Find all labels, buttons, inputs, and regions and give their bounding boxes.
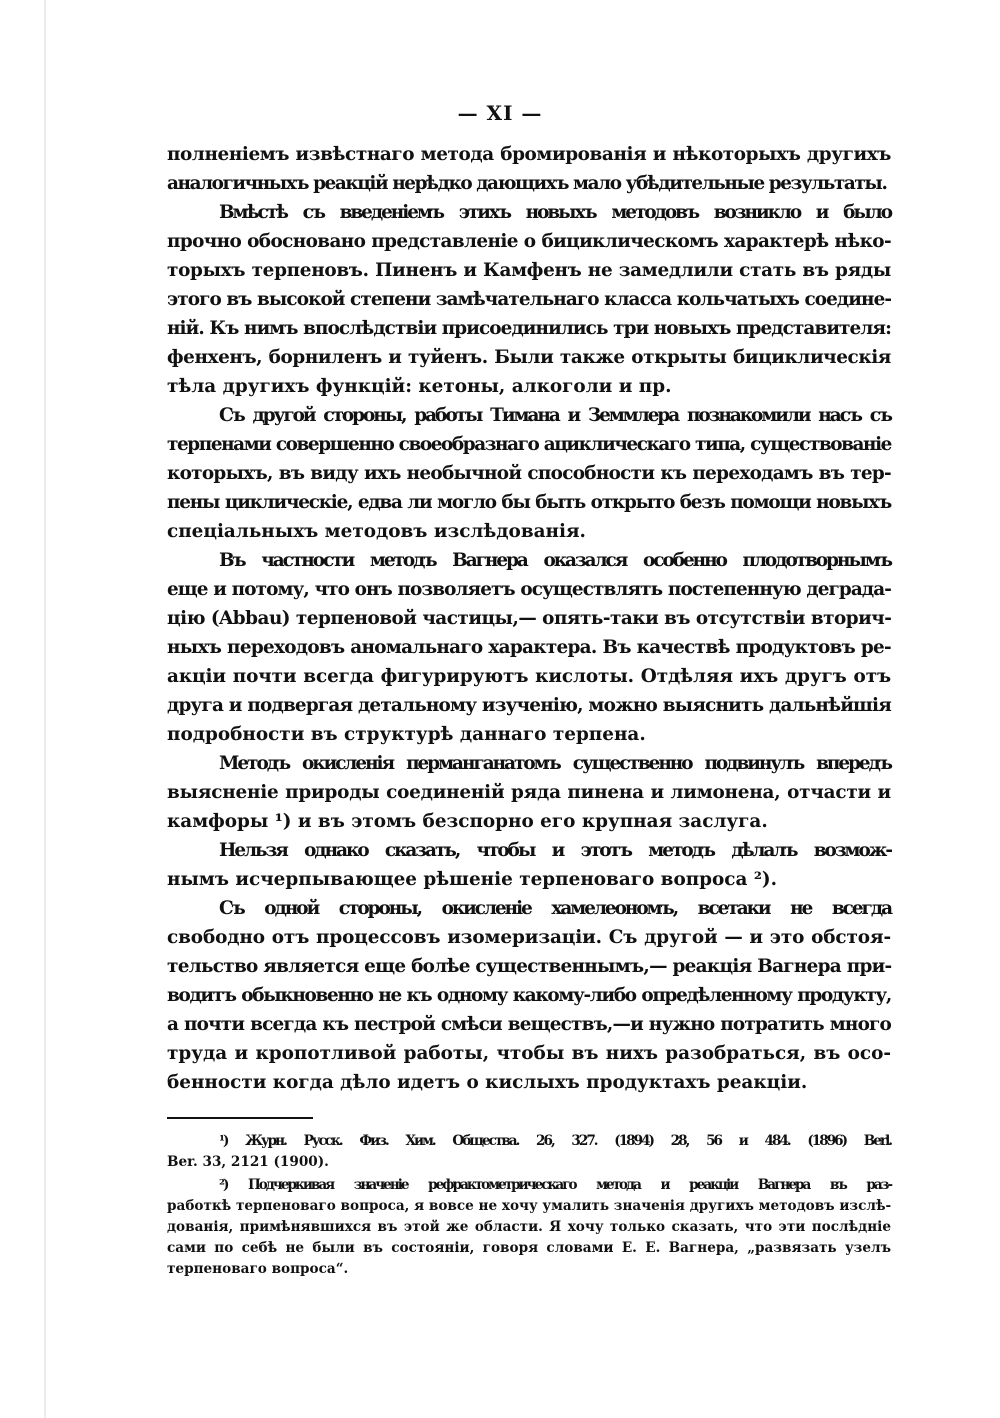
paragraph (167, 198, 891, 401)
text-line: водитъ обыкновенно не къ одному какому-либо опредѣленному продукту, (167, 985, 891, 1006)
footnote-line: терпеноваго вопроса“. (167, 1261, 349, 1277)
text-line: спеціальныхъ методовъ изслѣдованія. (167, 521, 586, 542)
footnote-line: сами по себѣ не были въ состояніи, говоря словами Е. Е. Вагнера, „развязать узелъ (167, 1240, 891, 1256)
text-line: труда и кропотливой работы, чтобы въ нихъ разобраться, въ осо- (167, 1043, 891, 1064)
text-line: торыхъ терпеновъ. Пиненъ и Камфенъ не замедлили стать въ ряды (167, 260, 891, 281)
paragraph (167, 546, 891, 749)
footnote-line: ¹) Журн. Русск. Физ. Хим. Общества. 26, 327. (1894) 28, 56 и 484. (1896) Berl. (219, 1133, 891, 1149)
text-line: бенности когда дѣло идетъ о кислыхъ продуктахъ реакціи. (167, 1072, 808, 1093)
text-line: аналогичныхъ реакцій нерѣдко дающихъ мало убѣдительные результаты. (167, 173, 887, 194)
text-line: Съ одной стороны, окисленіе хамелеономъ, всетаки не всегда (219, 898, 891, 919)
text-line: еще и потому, что онъ позволяетъ осуществлять постепенную деграда- (167, 579, 891, 600)
text-line: тѣла другихъ функцій: кетоны, алкоголи и пр. (167, 376, 672, 397)
text-line: Вмѣстѣ съ введеніемъ этихъ новыхъ методовъ возникло и было (219, 202, 891, 223)
text-line: нымъ исчерпывающее рѣшеніе терпеноваго вопроса ²). (167, 869, 777, 890)
text-line: Съ другой стороны, работы Тимана и Земмлера познакомили насъ съ (219, 405, 891, 426)
footnote (167, 1131, 891, 1173)
footnotes (167, 1131, 891, 1282)
paragraph (167, 836, 891, 894)
paragraph (167, 749, 891, 836)
footnote-line: ²) Подчеркивая значеніе рефрактометрическаго метода и реакціи Вагнера въ раз- (219, 1177, 891, 1193)
text-line: тельство является еще болѣе существеннымъ,— реакція Вагнера при- (167, 956, 892, 977)
paragraph (167, 894, 891, 1097)
text-line: камфоры ¹) и въ этомъ безспорно его крупная заслуга. (167, 811, 768, 832)
text-line: друга и подвергая детальному изученію, можно выяснить дальнѣйшія (167, 695, 891, 716)
footnote-line: Ber. 33, 2121 (1900). (167, 1154, 329, 1170)
text-line: Нельзя однако сказать, чтобы и этотъ методъ дѣлалъ возмож- (219, 840, 891, 861)
text-line: полненіемъ извѣстнаго метода бромированія и нѣкоторыхъ другихъ (167, 144, 891, 165)
text-line: свободно отъ процессовъ изомеризаціи. Съ другой — и это обстоя- (167, 927, 891, 948)
text-line: пены циклическіе, едва ли могло бы быть открыто безъ помощи новыхъ (167, 492, 891, 513)
text-line: Въ частности методъ Вагнера оказался особенно плодотворнымъ (219, 550, 891, 571)
text-line: фенхенъ, борниленъ и туйенъ. Были также открыты бициклическія (167, 347, 891, 368)
footnote-line: дованія, примѣнявшихся въ этой же области. Я хочу только сказать, что эти послѣдніе (167, 1219, 891, 1235)
text-line: выясненіе природы соединеній ряда пинена и лимонена, отчасти и (167, 782, 891, 803)
text-line: подробности въ структурѣ даннаго терпена. (167, 724, 646, 745)
text-line: терпенами совершенно своеобразнаго ациклическаго типа, существованіе (167, 434, 891, 455)
text-line: ній. Къ нимъ впослѣдствіи присоединились три новыхъ представителя: (167, 318, 891, 339)
text-line: ныхъ переходовъ аномальнаго характера. Въ качествѣ продуктовъ ре- (167, 637, 891, 658)
text-line: этого въ высокой степени замѣчательнаго класса кольчатыхъ соедине- (167, 289, 892, 310)
text-line: цію (Abbau) терпеновой частицы,— опять-таки въ отсутствіи вторич- (167, 608, 892, 629)
text-line: прочно обосновано представленіе о бициклическомъ характерѣ нѣко- (167, 231, 891, 252)
footnote-separator (167, 1117, 313, 1119)
text-line: акціи почти всегда фигурируютъ кислоты. Отдѣляя ихъ другъ отъ (167, 666, 891, 687)
page-edge-shadow (44, 0, 46, 1418)
text-line: которыхъ, въ виду ихъ необычной способности къ переходамъ въ тер- (167, 463, 891, 484)
footnote-line: работкѣ терпеноваго вопроса, я вовсе не хочу умалить значенія другихъ методовъ изслѣ- (167, 1198, 892, 1214)
footnote (167, 1175, 891, 1280)
paragraph (167, 140, 891, 198)
text-line: Методъ окисленія перманганатомъ существенно подвинулъ впередъ (219, 753, 891, 774)
main-text (167, 140, 891, 1097)
page-number: — XI — (457, 101, 543, 125)
paragraph (167, 401, 891, 546)
text-line: а почти всегда къ пестрой смѣси веществъ,—и нужно потратить много (167, 1014, 891, 1035)
